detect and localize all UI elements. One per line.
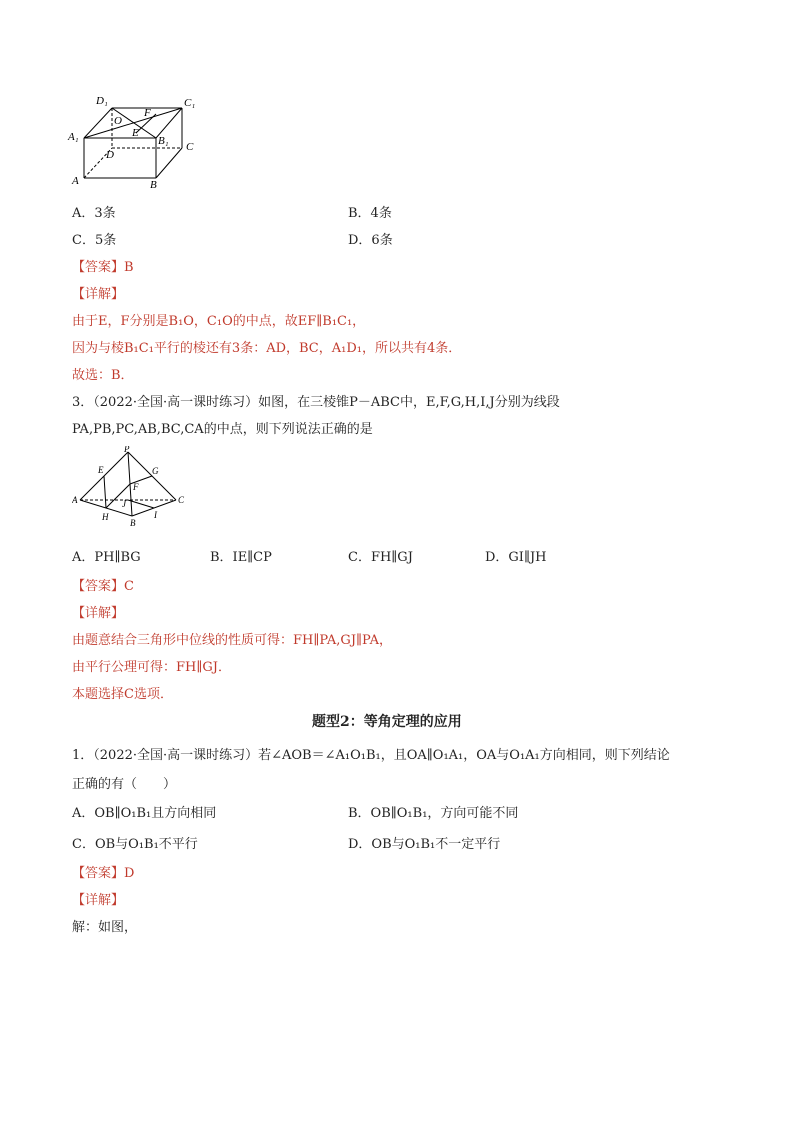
pyr-label-B: B xyxy=(130,518,136,528)
prism-figure xyxy=(66,92,206,192)
label-B1: B₁ xyxy=(158,135,169,147)
q1-stem-line-2: 正确的有（ ） xyxy=(72,777,177,792)
q2-option-c: C．5条 xyxy=(72,233,117,248)
q1-option-d: D．OB与O₁B₁不一定平行 xyxy=(348,837,501,852)
q2-line-2: 因为与棱B₁C₁平行的棱还有3条：AD，BC，A₁D₁，所以共有4条． xyxy=(72,341,462,356)
label-C1: C₁ xyxy=(184,97,196,109)
section-title: 题型2：等角定理的应用 xyxy=(312,714,462,730)
q3-stem-line-2: PA,PB,PC,AB,BC,CA的中点，则下列说法正确的是 xyxy=(72,422,373,437)
q2-answer xyxy=(72,256,134,275)
label-D1: D₁ xyxy=(96,95,108,107)
pyr-label-A: A xyxy=(72,495,78,505)
q2-detail-label: 【详解】 xyxy=(72,287,125,302)
label-O: O xyxy=(114,115,122,127)
q1-answer-value: D xyxy=(124,866,135,881)
q3-option-a: A．PH∥BG xyxy=(72,550,141,565)
q3-option-c: C．FH∥GJ xyxy=(348,550,413,565)
pyr-label-G: G xyxy=(152,466,159,476)
q3-option-d: D．GI∥JH xyxy=(485,550,547,565)
q3-line-1: 由题意结合三角形中位线的性质可得：FH∥PA,GJ∥PA， xyxy=(72,633,392,648)
q3-detail-label: 【详解】 xyxy=(72,606,125,621)
pyr-label-F: F xyxy=(133,482,139,492)
q1-option-b: B．OB∥O₁B₁，方向可能不同 xyxy=(348,806,519,821)
q1-option-a: A．OB∥O₁B₁且方向相同 xyxy=(72,806,217,821)
pyr-label-H: H xyxy=(102,512,109,522)
q2-answer-value: B xyxy=(124,260,134,275)
q3-stem-line-1: 3．（2022·全国·高一课时练习）如图，在三棱锥P－ABC中，E,F,G,H,I,J分别为线段 xyxy=(72,395,560,410)
q2-line-3: 故选：B． xyxy=(72,368,134,383)
label-A1: A₁ xyxy=(68,131,79,143)
label-C: C xyxy=(186,141,194,153)
label-F: F xyxy=(144,107,151,119)
q1-option-c: C．OB与O₁B₁不平行 xyxy=(72,837,198,852)
label-B: B xyxy=(150,179,157,191)
pyr-label-P: P xyxy=(124,446,130,454)
pyr-label-C: C xyxy=(178,495,185,505)
q3-answer-value: C xyxy=(124,579,134,594)
q3-option-b: B．IE∥CP xyxy=(210,550,272,565)
pyr-label-I: I xyxy=(154,510,157,520)
q3-line-3: 本题选择C选项． xyxy=(72,687,173,702)
q2-option-a: A．3条 xyxy=(72,206,116,221)
q1-answer-label: 【答案】 xyxy=(72,866,125,881)
q1-stem-line-1: 1．（2022·全国·高一课时练习）若∠AOB＝∠A₁O₁B₁，且OA∥O₁A₁，OA与O₁A₁方向相同，则下列结论 xyxy=(72,748,670,763)
q3-answer xyxy=(72,575,134,594)
label-D: D xyxy=(106,149,114,161)
pyramid-figure xyxy=(72,446,190,528)
q2-option-d: D．6条 xyxy=(348,233,393,248)
q1-answer xyxy=(72,862,134,881)
q1-detail-label: 【详解】 xyxy=(72,893,125,908)
q3-line-2: 由平行公理可得：FH∥GJ． xyxy=(72,660,231,675)
q3-answer-label: 【答案】 xyxy=(72,579,125,594)
q2-answer-label: 【答案】 xyxy=(72,260,125,275)
q2-line-1: 由于E，F分别是B₁O，C₁O的中点，故EF∥B₁C₁， xyxy=(72,314,366,329)
label-A: A xyxy=(72,175,79,187)
pyr-label-E: E xyxy=(98,465,104,475)
q2-option-b: B．4条 xyxy=(348,206,392,221)
pyr-label-J: J xyxy=(122,499,126,509)
q1-detail-line: 解：如图， xyxy=(72,920,138,935)
label-E: E xyxy=(132,127,139,139)
